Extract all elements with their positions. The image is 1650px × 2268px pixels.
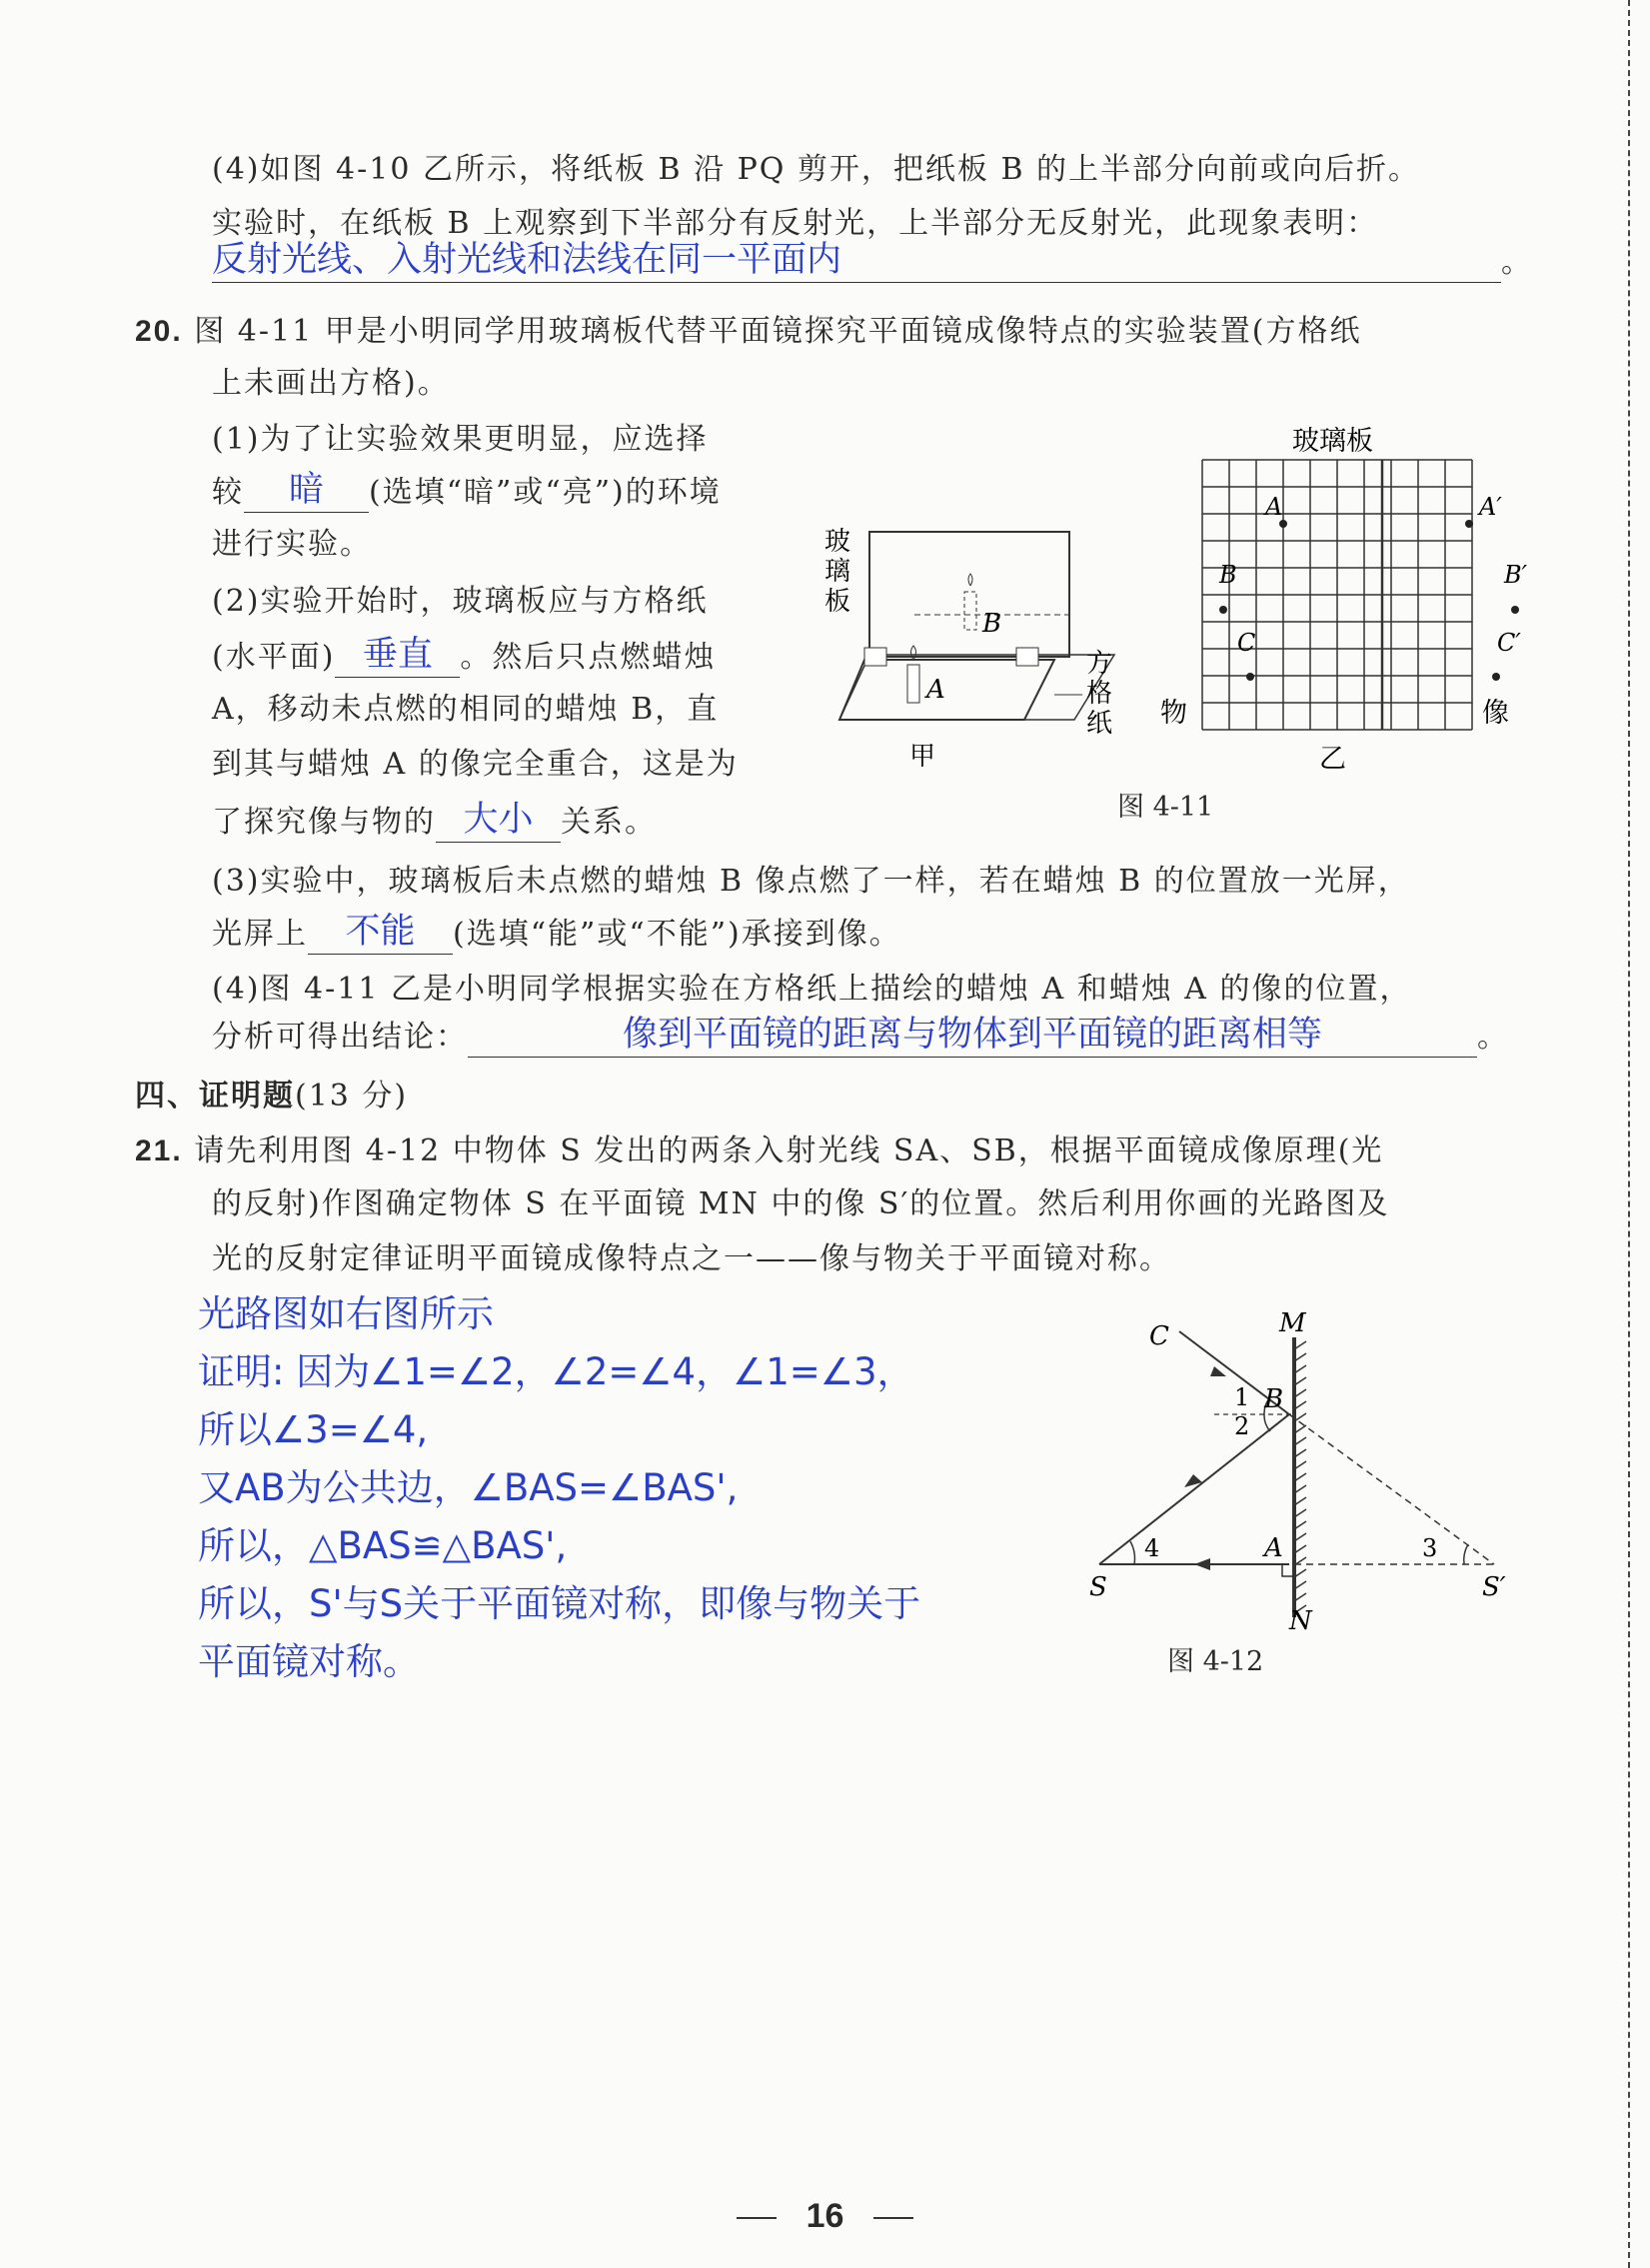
q20-p3-blank[interactable] <box>308 912 453 955</box>
q20-p2-pre5: 了探究像与物的 <box>212 805 436 840</box>
q20-p4-line1: (4)图 4-11 乙是小明同学根据实验在方格纸上描绘的蜡烛 A 和蜡烛 A 的像的位置， <box>212 972 1412 1007</box>
section4-score: (13 分) <box>295 1079 409 1114</box>
q19-answer-blank[interactable] <box>212 240 1501 283</box>
yi-point-dot-0 <box>1279 520 1287 528</box>
q21-answer-line-6: 所以，S'与S关于平面镜对称，即像与物关于 <box>198 1582 921 1625</box>
q20-p2-line1: (2)实验开始时，玻璃板应与方格纸 <box>212 584 709 619</box>
q21-stem-line2: 的反射)作图确定物体 S 在平面镜 MN 中的像 S′的位置。然后利用你画的光路图及 <box>212 1186 1390 1221</box>
q20-p2-line3: A，移动未点燃的相同的蜡烛 B，直 <box>212 692 720 727</box>
q20-p4-blank[interactable] <box>468 1015 1477 1058</box>
q21-stem-line3: 光的反射定律证明平面镜成像特点之一——像与物关于平面镜对称。 <box>212 1241 1171 1276</box>
binding-dashed-line <box>1628 0 1630 2268</box>
q20-p2-blank[interactable] <box>335 635 460 678</box>
section4-heading <box>135 1077 408 1117</box>
q20-stem-line2: 上未画出方格)。 <box>212 366 450 401</box>
fig412-label-9: S′ <box>1482 1572 1506 1602</box>
fig412-label-10: N <box>1289 1606 1312 1636</box>
fig412-label-7: 3 <box>1422 1534 1438 1562</box>
yi-point-label-1: A′ <box>1479 493 1502 521</box>
fig412-label-5: 4 <box>1144 1534 1160 1562</box>
q20-p1-answer: 暗 <box>288 470 324 510</box>
q19-part4-line1: (4)如图 4-10 乙所示，将纸板 B 沿 PQ 剪开，把纸板 B 的上半部分向前或向后折。 <box>212 152 1421 187</box>
yi-point-dot-4 <box>1246 673 1254 681</box>
page-number: 16 <box>806 2197 844 2235</box>
q20-p2-line5 <box>212 800 657 843</box>
q20-p2-line2 <box>212 635 716 678</box>
jia-label-paper-3: 纸 <box>1086 709 1113 739</box>
yi-point-dot-3 <box>1511 606 1519 614</box>
fig412-label-6: A <box>1264 1533 1283 1563</box>
angle-arc-4 <box>1130 1541 1134 1564</box>
fig412-label-0: C <box>1149 1321 1169 1351</box>
q20-p2-blank2[interactable] <box>436 800 561 843</box>
ray-sb <box>1099 1414 1289 1564</box>
q20-p3-line2 <box>212 912 901 955</box>
q20-p4-answer: 像到平面镜的距离与物体到平面镜的距离相等 <box>622 1015 1322 1055</box>
q20-p3-answer: 不能 <box>345 912 416 952</box>
q21-answer-line-3: 所以∠3=∠4, <box>198 1408 429 1451</box>
dashed-bs-prime <box>1289 1414 1494 1564</box>
fig412-label-8: S <box>1089 1572 1107 1602</box>
jia-label-paper-1: 方 <box>1086 649 1113 679</box>
q19-part4-line2: 实验时，在纸板 B 上观察到下半部分有反射光，上半部分无反射光，此现象表明： <box>212 206 1379 241</box>
q20-p4-end: 。 <box>1477 1020 1509 1055</box>
q21-stem1: 请先利用图 4-12 中物体 S 发出的两条入射光线 SA、SB，根据平面镜成像原理(光 <box>194 1134 1384 1168</box>
figure-4-11-yi <box>1157 420 1528 780</box>
q20-p1-blank[interactable] <box>244 470 369 513</box>
jia-label-glass-2: 璃 <box>825 557 851 587</box>
q20-stem-line1 <box>135 312 1361 352</box>
fig412-label-4: 2 <box>1234 1412 1250 1440</box>
jia-label-A: A <box>926 675 945 705</box>
yi-label-obj: 物 <box>1160 698 1187 729</box>
yi-point-label-0: A <box>1265 493 1283 521</box>
yi-caption: 乙 <box>1319 744 1346 775</box>
q20-p3-pre: 光屏上 <box>212 917 308 952</box>
q20-p2-answer2: 大小 <box>463 800 534 840</box>
figure-4-12-caption: 图 4-12 <box>1167 1646 1264 1677</box>
fig412-label-2: B <box>1264 1384 1284 1414</box>
yi-point-label-5: C′ <box>1497 629 1521 657</box>
yi-grid <box>1202 460 1472 730</box>
q20-number: 20. <box>135 315 183 348</box>
jia-label-paper-2: 格 <box>1086 679 1113 709</box>
q20-p2-post5: 关系。 <box>561 805 657 840</box>
q21-answer-line-7: 平面镜对称。 <box>198 1640 420 1683</box>
q20-p3-line1: (3)实验中，玻璃板后未点燃的蜡烛 B 像点燃了一样，若在蜡烛 B 的位置放一光屏， <box>212 864 1410 899</box>
jia-label-B: B <box>982 609 1002 639</box>
q19-part4-answer-line <box>212 240 1533 283</box>
yi-point-label-3: B′ <box>1504 561 1528 589</box>
q20-p3-post: (选填“能”或“不能”)承接到像。 <box>453 917 901 952</box>
q19-end-mark: 。 <box>1501 245 1533 280</box>
footer-dash-right <box>873 2217 913 2219</box>
q21-answer-line-2: 证明: 因为∠1=∠2，∠2=∠4，∠1=∠3， <box>198 1350 914 1393</box>
figure-4-11-jia <box>825 520 1124 780</box>
angle-arc-3 <box>1464 1544 1468 1564</box>
figure-4-11-caption: 图 4-11 <box>1117 792 1214 823</box>
jia-label-glass-1: 玻 <box>825 527 851 557</box>
yi-point-dot-5 <box>1492 673 1500 681</box>
yi-point-label-2: B <box>1219 561 1237 589</box>
q20-p1-line1: (1)为了让实验效果更明显，应选择 <box>212 422 709 457</box>
yi-points <box>1218 493 1528 681</box>
section4-title: 四、证明题 <box>135 1079 295 1114</box>
yi-point-dot-2 <box>1219 606 1227 614</box>
fig412-label-1: M <box>1279 1308 1306 1338</box>
yi-point-dot-1 <box>1465 520 1473 528</box>
q20-p4-line2 <box>212 1015 1509 1058</box>
q20-p4-pre: 分析可得出结论： <box>212 1020 468 1055</box>
q21-stem-line1 <box>135 1132 1383 1171</box>
q21-number: 21. <box>135 1134 183 1167</box>
footer-dash-left <box>737 2217 777 2219</box>
q20-stem1: 图 4-11 甲是小明同学用玻璃板代替平面镜探究平面镜成像特点的实验装置(方格纸 <box>194 314 1362 349</box>
yi-point-label-4: C <box>1237 629 1256 657</box>
q20-p1-post: (选填“暗”或“亮”)的环境 <box>369 475 722 510</box>
q20-p2-answer: 垂直 <box>362 635 433 675</box>
q20-p2-post: 。然后只点燃蜡烛 <box>460 640 717 675</box>
fig412-label-3: 1 <box>1234 1383 1250 1411</box>
q20-p1-pre: 较 <box>212 475 244 510</box>
jia-label-glass-3: 板 <box>825 587 851 617</box>
figure-4-12 <box>1084 1299 1524 1636</box>
q20-p2-pre: (水平面) <box>212 640 336 675</box>
q20-p1-line2 <box>212 470 722 513</box>
yi-label-img: 像 <box>1482 698 1509 729</box>
q19-answer: 反射光线、入射光线和法线在同一平面内 <box>212 240 842 280</box>
arrow-sa <box>1194 1558 1210 1570</box>
q21-answer-line-4: 又AB为公共边，∠BAS=∠BAS', <box>198 1466 739 1509</box>
arrow-bc <box>1210 1366 1226 1376</box>
q20-p2-line4: 到其与蜡烛 A 的像完全重合，这是为 <box>212 747 739 782</box>
page-footer <box>0 2197 1650 2236</box>
q20-p1-line3: 进行实验。 <box>212 527 372 562</box>
q21-answer-line-1: 光路图如右图所示 <box>198 1292 494 1335</box>
jia-caption: 甲 <box>909 742 936 772</box>
q21-answer-line-5: 所以，△BAS≌△BAS', <box>198 1524 568 1567</box>
yi-title: 玻璃板 <box>1292 426 1373 457</box>
